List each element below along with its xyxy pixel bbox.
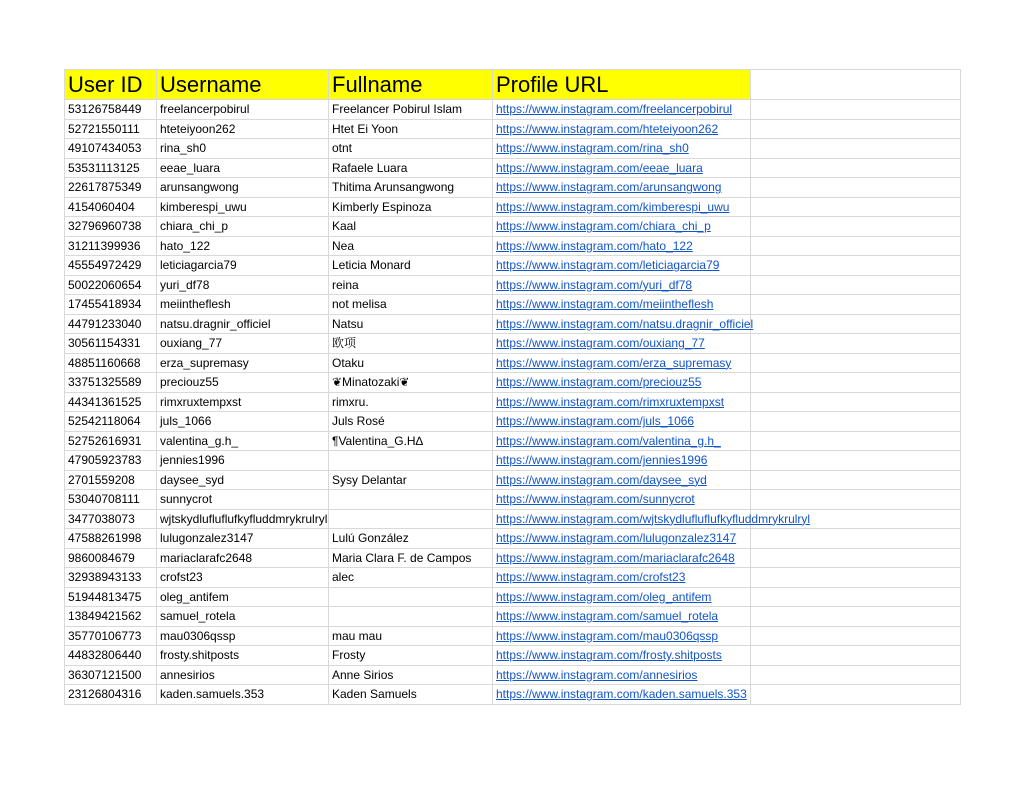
table-row xyxy=(65,587,961,607)
username-cell: yuri_df78 xyxy=(157,275,329,295)
username-cell: leticiagarcia79 xyxy=(157,256,329,276)
table-row xyxy=(65,236,961,256)
empty-cell xyxy=(751,646,961,666)
username-cell: rina_sh0 xyxy=(157,139,329,159)
user-id-cell: 49107434053 xyxy=(65,139,157,159)
username-cell: preciouz55 xyxy=(157,373,329,393)
fullname-cell: alec xyxy=(329,568,493,588)
table-row xyxy=(65,431,961,451)
username-cell: meiintheflesh xyxy=(157,295,329,315)
user-id-cell: 35770106773 xyxy=(65,626,157,646)
table-row xyxy=(65,392,961,412)
profile-url-link[interactable]: https://www.instagram.com/annesirios xyxy=(493,665,751,685)
profile-url-link[interactable]: https://www.instagram.com/natsu.dragnir_officiel xyxy=(493,314,751,334)
empty-cell xyxy=(751,626,961,646)
table-row xyxy=(65,197,961,217)
username-cell: oleg_antifem xyxy=(157,587,329,607)
username-cell: ouxiang_77 xyxy=(157,334,329,354)
fullname-cell xyxy=(329,509,493,529)
fullname-cell: otnt xyxy=(329,139,493,159)
header-row xyxy=(65,70,961,100)
username-cell: mau0306qssp xyxy=(157,626,329,646)
user-id-cell: 13849421562 xyxy=(65,607,157,627)
username-cell: sunnycrot xyxy=(157,490,329,510)
empty-cell xyxy=(751,587,961,607)
table-row xyxy=(65,451,961,471)
user-id-cell: 9860084679 xyxy=(65,548,157,568)
user-id-cell: 33751325589 xyxy=(65,373,157,393)
user-id-cell: 4154060404 xyxy=(65,197,157,217)
table-row xyxy=(65,275,961,295)
empty-cell xyxy=(751,529,961,549)
empty-cell xyxy=(751,392,961,412)
fullname-cell xyxy=(329,451,493,471)
empty-cell xyxy=(751,217,961,237)
user-id-cell: 32796960738 xyxy=(65,217,157,237)
table-row xyxy=(65,470,961,490)
username-cell: rimxruxtempxst xyxy=(157,392,329,412)
username-cell: eeae_luara xyxy=(157,158,329,178)
profile-url-link[interactable]: https://www.instagram.com/hteteiyoon262 xyxy=(493,119,751,139)
user-id-cell: 52542118064 xyxy=(65,412,157,432)
profile-url-link[interactable]: https://www.instagram.com/samuel_rotela xyxy=(493,607,751,627)
profile-url-link[interactable]: https://www.instagram.com/meiintheflesh xyxy=(493,295,751,315)
user-id-cell: 36307121500 xyxy=(65,665,157,685)
username-cell: chiara_chi_p xyxy=(157,217,329,237)
empty-cell xyxy=(751,178,961,198)
table-row xyxy=(65,373,961,393)
table-row xyxy=(65,568,961,588)
username-cell: hato_122 xyxy=(157,236,329,256)
empty-cell xyxy=(751,412,961,432)
table-row xyxy=(65,178,961,198)
profile-url-link[interactable]: https://www.instagram.com/chiara_chi_p xyxy=(493,217,751,237)
user-id-cell: 44832806440 xyxy=(65,646,157,666)
user-id-cell: 17455418934 xyxy=(65,295,157,315)
user-id-cell: 44791233040 xyxy=(65,314,157,334)
empty-cell xyxy=(751,373,961,393)
fullname-cell xyxy=(329,490,493,510)
profile-url-link[interactable]: https://www.instagram.com/ouxiang_77 xyxy=(493,334,751,354)
profile-url-link[interactable]: https://www.instagram.com/frosty.shitposts xyxy=(493,646,751,666)
profile-url-link[interactable]: https://www.instagram.com/mau0306qssp xyxy=(493,626,751,646)
user-id-cell: 23126804316 xyxy=(65,685,157,705)
header-user-id: User ID xyxy=(65,70,157,100)
user-id-cell: 22617875349 xyxy=(65,178,157,198)
user-id-cell: 44341361525 xyxy=(65,392,157,412)
fullname-cell: Otaku xyxy=(329,353,493,373)
table-row xyxy=(65,353,961,373)
empty-cell xyxy=(751,119,961,139)
header-username: Username xyxy=(157,70,329,100)
fullname-cell: rimxru. xyxy=(329,392,493,412)
user-id-cell: 3477038073 xyxy=(65,509,157,529)
profile-url-link[interactable]: https://www.instagram.com/daysee_syd xyxy=(493,470,751,490)
fullname-cell: Maria Clara F. de Campos xyxy=(329,548,493,568)
table-row xyxy=(65,529,961,549)
fullname-cell: reina xyxy=(329,275,493,295)
table-row xyxy=(65,119,961,139)
profile-url-link[interactable]: https://www.instagram.com/rimxruxtempxst xyxy=(493,392,751,412)
username-cell: daysee_syd xyxy=(157,470,329,490)
username-cell: freelancerpobirul xyxy=(157,100,329,120)
user-id-cell: 48851160668 xyxy=(65,353,157,373)
fullname-cell: Freelancer Pobirul Islam xyxy=(329,100,493,120)
user-id-cell: 31211399936 xyxy=(65,236,157,256)
header-fullname: Fullname xyxy=(329,70,493,100)
profile-url-link[interactable]: https://www.instagram.com/kimberespi_uwu xyxy=(493,197,751,217)
empty-cell xyxy=(751,100,961,120)
fullname-cell: Sysy Delantar xyxy=(329,470,493,490)
fullname-cell: not melisa xyxy=(329,295,493,315)
user-id-cell: 47905923783 xyxy=(65,451,157,471)
empty-cell xyxy=(751,314,961,334)
user-id-cell: 30561154331 xyxy=(65,334,157,354)
fullname-cell: ¶Valentina_G.H∆ xyxy=(329,431,493,451)
profile-url-link[interactable]: https://www.instagram.com/arunsangwong xyxy=(493,178,751,198)
empty-cell xyxy=(751,295,961,315)
user-id-cell: 51944813475 xyxy=(65,587,157,607)
fullname-cell: Leticia Monard xyxy=(329,256,493,276)
username-cell: valentina_g.h_ xyxy=(157,431,329,451)
empty-cell xyxy=(751,568,961,588)
empty-cell xyxy=(751,236,961,256)
username-cell: arunsangwong xyxy=(157,178,329,198)
username-cell: samuel_rotela xyxy=(157,607,329,627)
profile-url-link[interactable]: https://www.instagram.com/valentina_g.h_ xyxy=(493,431,751,451)
user-id-cell: 53531113125 xyxy=(65,158,157,178)
fullname-cell: Rafaele Luara xyxy=(329,158,493,178)
table-row xyxy=(65,139,961,159)
user-id-cell: 53126758449 xyxy=(65,100,157,120)
profile-url-link[interactable]: https://www.instagram.com/lulugonzalez3147 xyxy=(493,529,751,549)
profile-url-link[interactable]: https://www.instagram.com/rina_sh0 xyxy=(493,139,751,159)
username-cell: frosty.shitposts xyxy=(157,646,329,666)
fullname-cell: ❦Minatozaki❦ xyxy=(329,373,493,393)
table-row xyxy=(65,295,961,315)
table-row xyxy=(65,548,961,568)
username-cell: kaden.samuels.353 xyxy=(157,685,329,705)
user-id-cell: 50022060654 xyxy=(65,275,157,295)
empty-cell xyxy=(751,197,961,217)
user-id-cell: 47588261998 xyxy=(65,529,157,549)
table-body xyxy=(65,100,961,705)
table-row xyxy=(65,412,961,432)
empty-cell xyxy=(751,548,961,568)
profile-url-link[interactable]: https://www.instagram.com/freelancerpobirul xyxy=(493,100,751,120)
username-cell: wjtskydlufluflufkyfluddmrykrulryl xyxy=(157,509,329,529)
profile-url-link[interactable]: https://www.instagram.com/oleg_antifem xyxy=(493,587,751,607)
fullname-cell: Anne Sirios xyxy=(329,665,493,685)
empty-cell xyxy=(751,490,961,510)
profile-url-link[interactable]: https://www.instagram.com/juls_1066 xyxy=(493,412,751,432)
profile-url-link[interactable]: https://www.instagram.com/leticiagarcia79 xyxy=(493,256,751,276)
profile-url-link[interactable]: https://www.instagram.com/yuri_df78 xyxy=(493,275,751,295)
username-cell: annesirios xyxy=(157,665,329,685)
user-id-cell: 53040708111 xyxy=(65,490,157,510)
table-row xyxy=(65,158,961,178)
user-id-cell: 52752616931 xyxy=(65,431,157,451)
username-cell: erza_supremasy xyxy=(157,353,329,373)
empty-cell xyxy=(751,685,961,705)
table-row xyxy=(65,256,961,276)
empty-cell xyxy=(751,665,961,685)
empty-cell xyxy=(751,256,961,276)
username-cell: lulugonzalez3147 xyxy=(157,529,329,549)
fullname-cell: Natsu xyxy=(329,314,493,334)
fullname-cell: Kaden Samuels xyxy=(329,685,493,705)
header-empty-cell xyxy=(751,70,961,100)
profile-url-link[interactable]: https://www.instagram.com/wjtskydlufluflufkyfluddmrykrulryl xyxy=(493,509,751,529)
empty-cell xyxy=(751,607,961,627)
profile-url-link[interactable]: https://www.instagram.com/crofst23 xyxy=(493,568,751,588)
profile-url-link[interactable]: https://www.instagram.com/sunnycrot xyxy=(493,490,751,510)
table-row xyxy=(65,646,961,666)
profile-url-link[interactable]: https://www.instagram.com/jennies1996 xyxy=(493,451,751,471)
fullname-cell: Frosty xyxy=(329,646,493,666)
table-row xyxy=(65,217,961,237)
username-cell: crofst23 xyxy=(157,568,329,588)
fullname-cell: Thitima Arunsangwong xyxy=(329,178,493,198)
user-id-cell: 32938943133 xyxy=(65,568,157,588)
fullname-cell: Kimberly Espinoza xyxy=(329,197,493,217)
profile-url-link[interactable]: https://www.instagram.com/eeae_luara xyxy=(493,158,751,178)
table-row xyxy=(65,509,961,529)
fullname-cell xyxy=(329,587,493,607)
fullname-cell: Juls Rosé xyxy=(329,412,493,432)
empty-cell xyxy=(751,334,961,354)
username-cell: jennies1996 xyxy=(157,451,329,471)
empty-cell xyxy=(751,158,961,178)
empty-cell xyxy=(751,470,961,490)
username-cell: kimberespi_uwu xyxy=(157,197,329,217)
fullname-cell: Lulú González xyxy=(329,529,493,549)
profile-url-link[interactable]: https://www.instagram.com/preciouz55 xyxy=(493,373,751,393)
table-row xyxy=(65,685,961,705)
user-id-cell: 45554972429 xyxy=(65,256,157,276)
username-cell: hteteiyoon262 xyxy=(157,119,329,139)
fullname-cell: Nea xyxy=(329,236,493,256)
empty-cell xyxy=(751,139,961,159)
spreadsheet-table xyxy=(64,69,961,705)
table-row xyxy=(65,607,961,627)
user-id-cell: 2701559208 xyxy=(65,470,157,490)
user-id-cell: 52721550111 xyxy=(65,119,157,139)
table-row xyxy=(65,334,961,354)
table-row xyxy=(65,100,961,120)
table-row xyxy=(65,490,961,510)
table-row xyxy=(65,626,961,646)
empty-cell xyxy=(751,431,961,451)
profile-url-link[interactable]: https://www.instagram.com/erza_supremasy xyxy=(493,353,751,373)
fullname-cell: Htet Ei Yoon xyxy=(329,119,493,139)
table-row xyxy=(65,665,961,685)
header-profile-url: Profile URL xyxy=(493,70,751,100)
table-row xyxy=(65,314,961,334)
empty-cell xyxy=(751,353,961,373)
fullname-cell: Kaal xyxy=(329,217,493,237)
username-cell: mariaclarafc2648 xyxy=(157,548,329,568)
fullname-cell: 欧项 xyxy=(329,334,493,354)
username-cell: natsu.dragnir_officiel xyxy=(157,314,329,334)
profile-url-link[interactable]: https://www.instagram.com/mariaclarafc2648 xyxy=(493,548,751,568)
username-cell: juls_1066 xyxy=(157,412,329,432)
empty-cell xyxy=(751,275,961,295)
fullname-cell: mau mau xyxy=(329,626,493,646)
fullname-cell xyxy=(329,607,493,627)
empty-cell xyxy=(751,451,961,471)
profile-url-link[interactable]: https://www.instagram.com/hato_122 xyxy=(493,236,751,256)
profile-url-link[interactable]: https://www.instagram.com/kaden.samuels.353 xyxy=(493,685,751,705)
